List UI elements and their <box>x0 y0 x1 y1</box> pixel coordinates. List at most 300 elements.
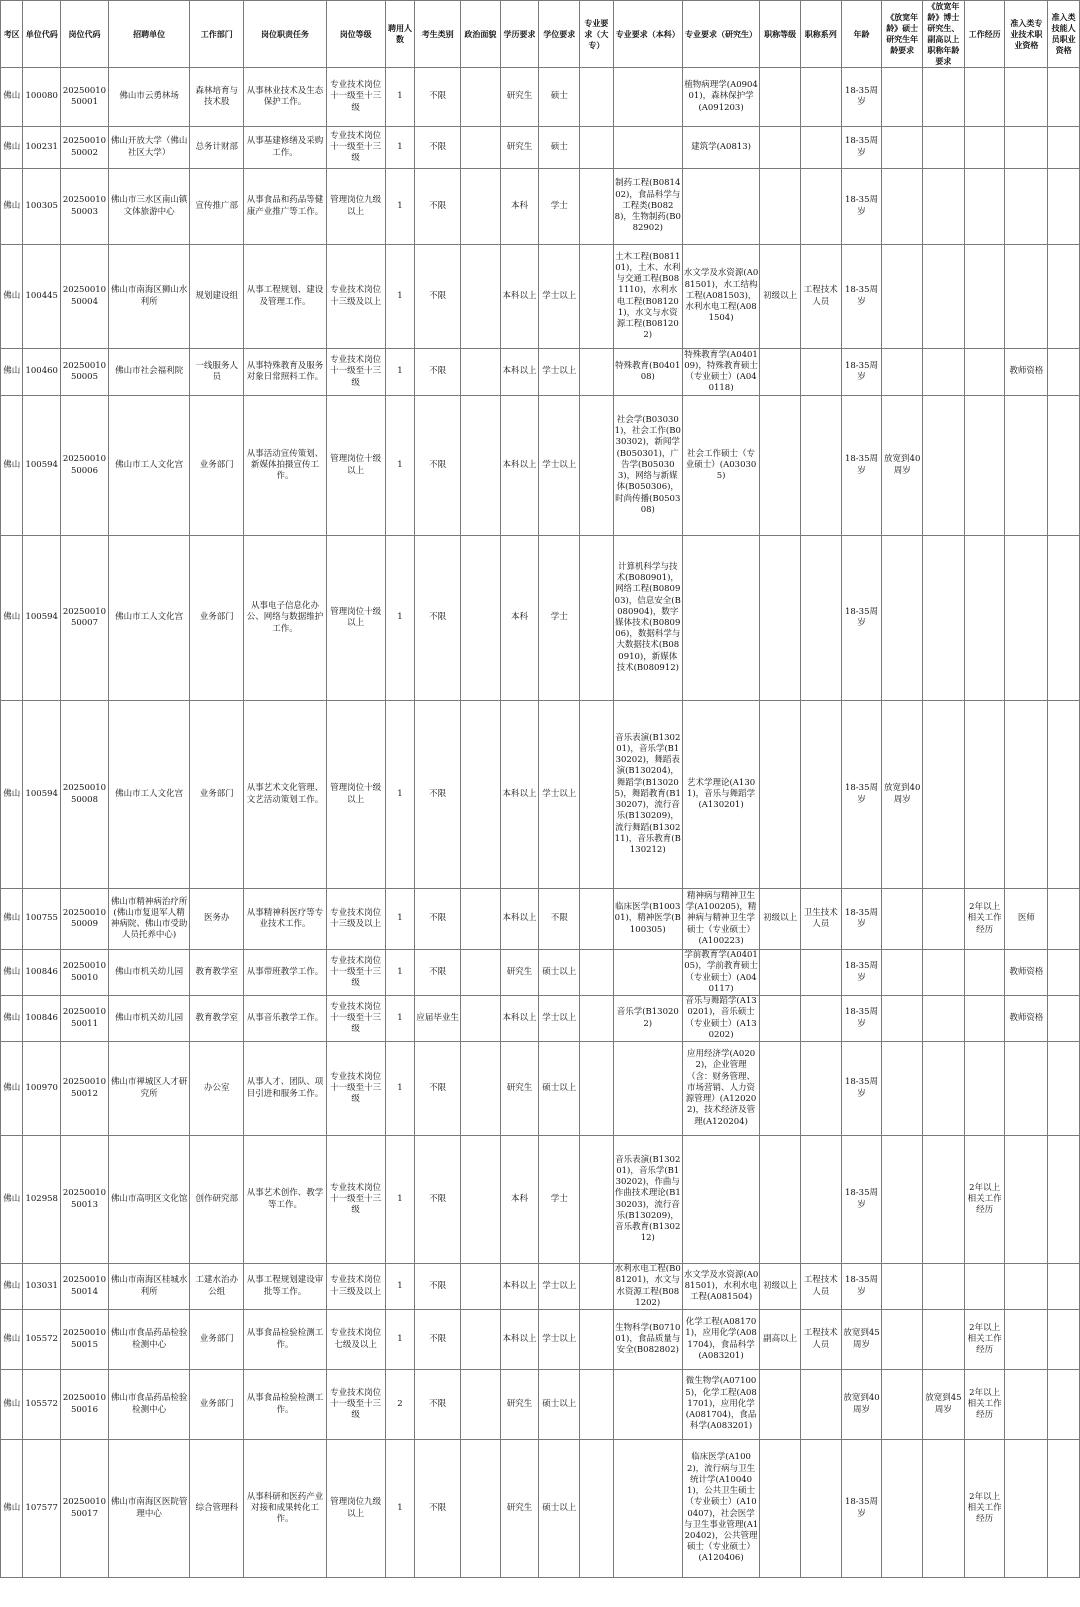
table-cell: 艺术学理论(A1301)，音乐与舞蹈学(A130201) <box>682 701 759 889</box>
table-cell <box>1048 349 1080 396</box>
table-cell: 临床医学(A1002)，流行病与卫生统计学(A100401)，公共卫生硕士（专业硕士）(A100407)，社会医学与卫生事业管理(A120402)，公共管理硕士（专业硕士）(A120406) <box>682 1440 759 1578</box>
table-cell: 本科以上 <box>500 701 539 889</box>
table-cell <box>613 127 682 169</box>
table-cell: 佛山市机关幼儿园 <box>108 996 189 1042</box>
table-cell <box>882 889 923 950</box>
table-cell: 从事食品和药品等健康产业推广等工作。 <box>244 169 326 245</box>
table-cell: 2025001050010 <box>61 950 109 996</box>
table-cell: 本科以上 <box>500 889 539 950</box>
table-cell: 从事音乐教学工作。 <box>244 996 326 1042</box>
table-cell <box>800 396 841 536</box>
table-cell <box>580 1370 614 1440</box>
table-cell: 18-35周岁 <box>841 1136 882 1264</box>
table-cell: 规划建设组 <box>190 245 244 349</box>
table-cell: 佛山 <box>1 1370 23 1440</box>
table-cell <box>964 169 1005 245</box>
table-cell <box>923 396 965 536</box>
table-cell <box>800 1042 841 1136</box>
table-cell: 教育教学室 <box>190 996 244 1042</box>
table-cell <box>760 950 801 996</box>
table-cell: 植物病理学(A090401)，森林保护学(A091203) <box>682 68 759 127</box>
table-cell <box>882 245 923 349</box>
table-cell <box>461 536 501 701</box>
column-header: 政治面貌 <box>461 1 501 68</box>
table-cell <box>964 127 1005 169</box>
table-cell: 研究生 <box>500 127 539 169</box>
table-cell: 2025001050011 <box>61 996 109 1042</box>
table-cell: 105572 <box>23 1370 61 1440</box>
table-cell: 管理岗位十级以上 <box>326 396 385 536</box>
table-cell: 2025001050009 <box>61 889 109 950</box>
table-cell: 佛山市南海区狮山水利所 <box>108 245 189 349</box>
table-cell: 研究生 <box>500 1042 539 1136</box>
table-cell: 综合管理科 <box>190 1440 244 1578</box>
table-cell: 2025001050015 <box>61 1310 109 1370</box>
table-cell <box>1005 245 1048 349</box>
table-cell <box>760 349 801 396</box>
column-header: 考生类别 <box>415 1 461 68</box>
table-cell: 业务部门 <box>190 1370 244 1440</box>
table-cell <box>1048 127 1080 169</box>
table-cell: 2025001050006 <box>61 396 109 536</box>
table-cell: 硕士 <box>539 127 580 169</box>
table-cell: 100445 <box>23 245 61 349</box>
column-header: 考区 <box>1 1 23 68</box>
table-cell: 不限 <box>415 1136 461 1264</box>
column-header: 专业要求（大专） <box>580 1 614 68</box>
table-cell: 业务部门 <box>190 1310 244 1370</box>
table-cell <box>580 169 614 245</box>
column-header: 学位要求 <box>539 1 580 68</box>
table-cell: 105572 <box>23 1310 61 1370</box>
table-cell: 学士 <box>539 1136 580 1264</box>
table-cell <box>1048 1310 1080 1370</box>
table-cell: 100970 <box>23 1042 61 1136</box>
table-cell: 2025001050003 <box>61 169 109 245</box>
table-cell: 社会工作硕士（专业硕士）(A030305) <box>682 396 759 536</box>
table-cell <box>580 536 614 701</box>
table-cell: 1 <box>385 396 415 536</box>
table-cell: 精神病与精神卫生学(A100205)，精神病与精神卫生学硕士（专业硕士）(A100223) <box>682 889 759 950</box>
table-cell: 管理岗位九级以上 <box>326 1440 385 1578</box>
table-cell: 1 <box>385 1042 415 1136</box>
column-header: 单位代码 <box>23 1 61 68</box>
table-cell <box>760 1042 801 1136</box>
table-cell: 工建水治办公组 <box>190 1264 244 1310</box>
table-cell <box>800 1136 841 1264</box>
table-cell <box>613 1440 682 1578</box>
table-cell: 管理岗位十级以上 <box>326 536 385 701</box>
table-cell: 宣传推广部 <box>190 169 244 245</box>
table-cell: 2025001050013 <box>61 1136 109 1264</box>
table-cell: 佛山市食品药品检验检测中心 <box>108 1310 189 1370</box>
column-header: 年龄 <box>841 1 882 68</box>
table-row <box>1 245 1080 349</box>
table-cell <box>1005 1310 1048 1370</box>
table-cell: 本科 <box>500 536 539 701</box>
table-cell: 不限 <box>539 889 580 950</box>
table-cell: 教师资格 <box>1005 950 1048 996</box>
table-cell: 佛山市社会福利院 <box>108 349 189 396</box>
table-cell <box>1005 68 1048 127</box>
table-cell <box>580 996 614 1042</box>
table-cell: 100231 <box>23 127 61 169</box>
table-cell: 佛山 <box>1 396 23 536</box>
table-cell: 从事食品检验检测工作。 <box>244 1370 326 1440</box>
table-cell: 总务计财部 <box>190 127 244 169</box>
table-cell: 2025001050014 <box>61 1264 109 1310</box>
table-cell: 土木工程(B081101)，土木、水利与交通工程(B081110)，水利水电工程(B081201)，水文与水资源工程(B081202) <box>613 245 682 349</box>
table-cell <box>882 1370 923 1440</box>
table-cell <box>461 996 501 1042</box>
table-cell: 不限 <box>415 1042 461 1136</box>
table-cell: 专业技术岗位十一级至十三级 <box>326 349 385 396</box>
table-cell <box>1048 68 1080 127</box>
table-cell <box>1048 1136 1080 1264</box>
table-row <box>1 1264 1080 1310</box>
table-cell <box>800 1370 841 1440</box>
column-header: 《放宽年龄》博士研究生、副高以上职称年龄要求 <box>923 1 965 68</box>
table-cell: 不限 <box>415 701 461 889</box>
table-cell: 工程技术人员 <box>800 1264 841 1310</box>
table-cell: 工程技术人员 <box>800 245 841 349</box>
table-cell <box>923 169 965 245</box>
table-cell: 初级以上 <box>760 889 801 950</box>
table-cell <box>461 169 501 245</box>
table-cell: 2025001050017 <box>61 1440 109 1578</box>
table-cell: 从事特殊教育及服务对象日常照料工作。 <box>244 349 326 396</box>
table-cell <box>800 127 841 169</box>
table-cell: 从事林业技术及生态保护工作。 <box>244 68 326 127</box>
table-cell: 制药工程(B081402)，食品科学与工程类(B0828)，生物制药(B082902) <box>613 169 682 245</box>
table-cell: 放宽到45周岁 <box>923 1370 965 1440</box>
table-cell: 专业技术岗位十三级及以上 <box>326 1264 385 1310</box>
table-cell <box>613 1370 682 1440</box>
table-cell <box>760 996 801 1042</box>
table-row <box>1 1310 1080 1370</box>
table-cell: 不限 <box>415 169 461 245</box>
table-cell: 从事活动宣传策划、新媒体拍摄宣传工作。 <box>244 396 326 536</box>
table-cell <box>580 349 614 396</box>
table-cell <box>1048 396 1080 536</box>
table-row <box>1 701 1080 889</box>
table-cell: 学士以上 <box>539 1310 580 1370</box>
table-cell: 专业技术岗位十一级至十三级 <box>326 950 385 996</box>
table-cell <box>760 68 801 127</box>
table-cell <box>1048 701 1080 889</box>
table-cell: 专业技术岗位十三级及以上 <box>326 245 385 349</box>
table-row <box>1 1042 1080 1136</box>
table-cell <box>461 1440 501 1578</box>
table-cell <box>580 889 614 950</box>
table-cell <box>682 536 759 701</box>
table-cell: 100594 <box>23 536 61 701</box>
table-cell <box>1048 1042 1080 1136</box>
table-cell: 计算机科学与技术(B080901)，网络工程(B080903)，信息安全(B080904)，数字媒体技术(B080906)，数据科学与大数据技术(B080910)，新媒体技术(B080912) <box>613 536 682 701</box>
table-cell: 音乐与舞蹈学(A130201)，音乐硕士（专业硕士）(A130202) <box>682 996 759 1042</box>
table-cell: 2年以上相关工作经历 <box>964 1310 1005 1370</box>
table-cell: 佛山 <box>1 68 23 127</box>
table-cell <box>800 349 841 396</box>
table-cell <box>882 1310 923 1370</box>
table-cell <box>580 396 614 536</box>
table-cell: 佛山市工人文化宫 <box>108 701 189 889</box>
table-cell <box>760 127 801 169</box>
table-cell: 18-35周岁 <box>841 245 882 349</box>
table-cell <box>1005 1264 1048 1310</box>
table-cell <box>800 996 841 1042</box>
table-cell <box>1005 127 1048 169</box>
table-cell <box>923 1310 965 1370</box>
table-cell <box>760 396 801 536</box>
table-cell: 佛山市机关幼儿园 <box>108 950 189 996</box>
table-cell: 2025001050007 <box>61 536 109 701</box>
table-cell: 水文学及水资源(A081501)，水利水电工程(A081504) <box>682 1264 759 1310</box>
table-cell: 佛山 <box>1 1136 23 1264</box>
column-header: 岗位职责任务 <box>244 1 326 68</box>
table-cell <box>1005 1370 1048 1440</box>
column-header: 聘用人数 <box>385 1 415 68</box>
table-cell: 应用经济学(A0202)，企业管理（含：财务管理、市场营销、人力资源管理）(A120202)，技术经济及管理(A120204) <box>682 1042 759 1136</box>
table-cell <box>1048 245 1080 349</box>
table-cell <box>580 1042 614 1136</box>
table-cell <box>461 1370 501 1440</box>
table-cell: 100846 <box>23 996 61 1042</box>
table-cell <box>923 701 965 889</box>
table-cell: 107577 <box>23 1440 61 1578</box>
table-cell: 本科 <box>500 169 539 245</box>
column-header: 职称等级 <box>760 1 801 68</box>
table-cell: 18-35周岁 <box>841 169 882 245</box>
table-cell <box>964 68 1005 127</box>
table-cell: 音乐表演(B130201)，音乐学(B130202)，作曲与作曲技术理论(B130203)，流行音乐(B130209)，音乐教育(B130212) <box>613 1136 682 1264</box>
table-cell: 硕士以上 <box>539 1370 580 1440</box>
table-cell <box>580 245 614 349</box>
table-cell: 从事电子信息化办公、网络与数据维护工作。 <box>244 536 326 701</box>
table-cell: 本科以上 <box>500 1310 539 1370</box>
table-cell <box>1005 701 1048 889</box>
table-cell <box>580 701 614 889</box>
table-cell <box>923 127 965 169</box>
table-cell <box>461 68 501 127</box>
table-cell: 佛山 <box>1 245 23 349</box>
table-cell: 佛山市工人文化宫 <box>108 536 189 701</box>
table-cell <box>964 996 1005 1042</box>
table-cell <box>461 127 501 169</box>
column-header: 工作部门 <box>190 1 244 68</box>
table-cell: 从事艺术文化管理、文艺活动策划工作。 <box>244 701 326 889</box>
table-cell <box>580 1310 614 1370</box>
table-cell: 社会学(B030301)，社会工作(B030302)，新闻学(B050301)，广告学(B050303)，网络与新媒体(B050306)，时尚传播(B050308) <box>613 396 682 536</box>
table-cell: 学士 <box>539 536 580 701</box>
table-cell: 2025001050004 <box>61 245 109 349</box>
table-cell: 佛山市精神病治疗所(佛山市复退军人精神病院、佛山市受助人员托养中心) <box>108 889 189 950</box>
table-cell <box>923 996 965 1042</box>
table-cell: 18-35周岁 <box>841 396 882 536</box>
table-cell: 本科 <box>500 1136 539 1264</box>
table-cell <box>923 1440 965 1578</box>
table-cell <box>800 1440 841 1578</box>
table-row <box>1 996 1080 1042</box>
table-cell: 从事工程规划建设审批等工作。 <box>244 1264 326 1310</box>
table-cell: 硕士 <box>539 68 580 127</box>
table-cell <box>964 245 1005 349</box>
table-cell <box>613 950 682 996</box>
table-cell: 学士以上 <box>539 996 580 1042</box>
table-cell: 放宽到40周岁 <box>882 701 923 889</box>
table-cell: 本科以上 <box>500 245 539 349</box>
table-cell: 不限 <box>415 1370 461 1440</box>
table-cell: 应届毕业生 <box>415 996 461 1042</box>
table-cell: 佛山 <box>1 1310 23 1370</box>
table-cell <box>1048 889 1080 950</box>
table-cell <box>760 1440 801 1578</box>
table-cell <box>800 701 841 889</box>
table-cell: 学士以上 <box>539 349 580 396</box>
table-cell: 2年以上相关工作经历 <box>964 1370 1005 1440</box>
table-cell: 佛山 <box>1 1042 23 1136</box>
table-cell: 100305 <box>23 169 61 245</box>
table-cell: 不限 <box>415 1264 461 1310</box>
header-row <box>1 1 1080 68</box>
table-cell: 18-35周岁 <box>841 1440 882 1578</box>
table-row <box>1 1136 1080 1264</box>
table-cell <box>461 1042 501 1136</box>
table-cell: 放宽到45周岁 <box>841 1310 882 1370</box>
table-cell: 佛山 <box>1 169 23 245</box>
table-cell: 佛山 <box>1 1264 23 1310</box>
table-cell <box>1005 536 1048 701</box>
table-cell <box>923 245 965 349</box>
table-cell: 专业技术岗位十三级及以上 <box>326 889 385 950</box>
table-cell: 1 <box>385 950 415 996</box>
table-cell: 18-35周岁 <box>841 950 882 996</box>
table-cell <box>1048 1264 1080 1310</box>
table-cell <box>613 68 682 127</box>
table-row <box>1 1370 1080 1440</box>
table-cell: 1 <box>385 1136 415 1264</box>
table-cell: 工程技术人员 <box>800 1310 841 1370</box>
table-cell: 18-35周岁 <box>841 127 882 169</box>
table-cell: 本科以上 <box>500 996 539 1042</box>
table-cell <box>882 68 923 127</box>
table-cell: 不限 <box>415 349 461 396</box>
table-cell <box>760 1136 801 1264</box>
table-row <box>1 68 1080 127</box>
table-cell <box>580 1440 614 1578</box>
table-cell: 学士以上 <box>539 396 580 536</box>
table-cell: 2025001050016 <box>61 1370 109 1440</box>
table-cell: 佛山市工人文化宫 <box>108 396 189 536</box>
table-cell: 不限 <box>415 396 461 536</box>
table-cell: 从事精神科医疗等专业技术工作。 <box>244 889 326 950</box>
table-cell: 1 <box>385 536 415 701</box>
table-cell <box>682 169 759 245</box>
table-cell <box>882 349 923 396</box>
table-cell: 音乐表演(B130201)，音乐学(B130202)，舞蹈表演(B130204)，舞蹈学(B130205)，舞蹈教育(B130207)，流行音乐(B130209)，流行舞蹈(B130211)，音乐教育(B130212) <box>613 701 682 889</box>
table-cell: 1 <box>385 68 415 127</box>
table-cell <box>882 1440 923 1578</box>
table-cell <box>1048 536 1080 701</box>
table-cell: 佛山市高明区文化馆 <box>108 1136 189 1264</box>
table-cell <box>800 536 841 701</box>
table-cell: 学士以上 <box>539 701 580 889</box>
table-cell: 教师资格 <box>1005 996 1048 1042</box>
table-cell: 放宽到40周岁 <box>882 396 923 536</box>
table-cell <box>923 68 965 127</box>
table-cell: 初级以上 <box>760 245 801 349</box>
table-cell <box>923 1136 965 1264</box>
table-cell: 不限 <box>415 889 461 950</box>
table-cell: 佛山 <box>1 536 23 701</box>
table-cell <box>1005 1440 1048 1578</box>
table-cell: 2025001050001 <box>61 68 109 127</box>
table-cell <box>461 349 501 396</box>
column-header: 职称系列 <box>800 1 841 68</box>
column-header: 准入类技能人员职业资格 <box>1048 1 1080 68</box>
table-cell <box>1005 396 1048 536</box>
table-cell: 1 <box>385 889 415 950</box>
table-cell <box>882 950 923 996</box>
table-cell: 放宽到40周岁 <box>841 1370 882 1440</box>
table-cell <box>923 889 965 950</box>
table-cell: 初级以上 <box>760 1264 801 1310</box>
table-cell: 不限 <box>415 1310 461 1370</box>
table-cell <box>461 1136 501 1264</box>
table-cell <box>760 169 801 245</box>
table-cell: 1 <box>385 127 415 169</box>
table-cell <box>923 1042 965 1136</box>
table-cell: 研究生 <box>500 68 539 127</box>
table-cell: 教师资格 <box>1005 349 1048 396</box>
table-cell: 学士 <box>539 169 580 245</box>
table-cell <box>882 536 923 701</box>
table-cell: 2025001050012 <box>61 1042 109 1136</box>
column-header: 准入类专业技术职业资格 <box>1005 1 1048 68</box>
table-cell <box>760 701 801 889</box>
table-cell: 化学工程(A081701)，应用化学(A081704)，食品科学(A083201) <box>682 1310 759 1370</box>
column-header: 专业要求（本科） <box>613 1 682 68</box>
table-cell: 本科以上 <box>500 396 539 536</box>
table-row <box>1 1440 1080 1578</box>
table-cell: 特殊教育(B040108) <box>613 349 682 396</box>
table-cell: 102958 <box>23 1136 61 1264</box>
table-cell <box>800 169 841 245</box>
table-cell: 硕士以上 <box>539 1440 580 1578</box>
table-cell <box>461 396 501 536</box>
table-cell: 1 <box>385 701 415 889</box>
table-cell: 教育教学室 <box>190 950 244 996</box>
table-row <box>1 349 1080 396</box>
table-cell: 18-35周岁 <box>841 1042 882 1136</box>
table-cell: 佛山 <box>1 950 23 996</box>
table-cell <box>882 169 923 245</box>
table-cell: 研究生 <box>500 950 539 996</box>
table-cell: 森林培育与技术股 <box>190 68 244 127</box>
table-cell <box>923 536 965 701</box>
table-cell <box>461 950 501 996</box>
table-cell <box>1048 950 1080 996</box>
table-cell <box>1005 1042 1048 1136</box>
table-cell <box>461 245 501 349</box>
table-cell <box>923 349 965 396</box>
table-cell: 不限 <box>415 127 461 169</box>
table-cell <box>580 68 614 127</box>
table-cell <box>1048 169 1080 245</box>
table-cell: 1 <box>385 1310 415 1370</box>
table-cell: 临床医学(B100301)，精神医学(B100305) <box>613 889 682 950</box>
table-cell: 从事人才、团队、项目引进和服务工作。 <box>244 1042 326 1136</box>
